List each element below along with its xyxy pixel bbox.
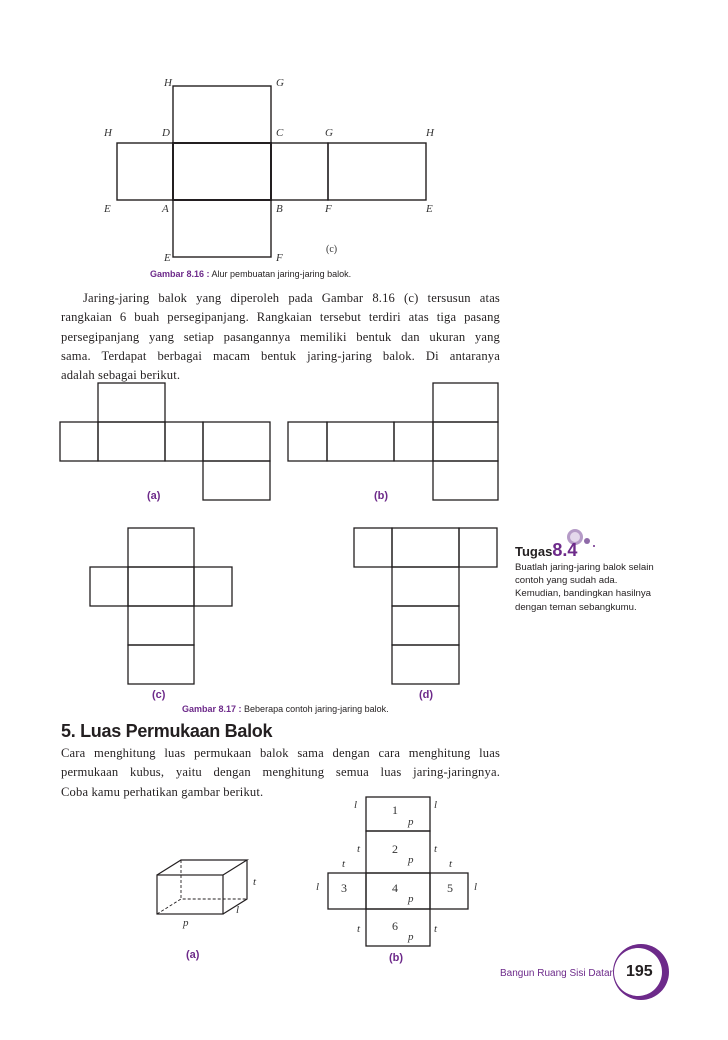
face-3-t: t xyxy=(342,858,346,870)
paragraph-line: persegipanjang yang setiap pasangannya memiliki bentuk dan ukuran yang xyxy=(61,329,500,344)
face-2: 2 xyxy=(392,842,398,856)
label-fig-d: (d) xyxy=(419,689,434,701)
cuboid-fig-a: (a) xyxy=(186,949,200,961)
face-6: 6 xyxy=(392,919,398,933)
face-5-t: t xyxy=(449,858,453,870)
face-2-p: p xyxy=(408,854,414,866)
caption-text: Beberapa contoh jaring-jaring balok. xyxy=(244,704,389,714)
label-fig-b: (b) xyxy=(374,490,389,502)
tugas-number: 8.4 xyxy=(552,540,578,560)
paragraph-line: permukaan kubus, yaitu dengan menghitung semua luas jaring-jaringnya. xyxy=(61,765,500,780)
face-1-l-right: l xyxy=(434,799,438,811)
label-mid-H1: H xyxy=(104,127,112,139)
face-4-p: p xyxy=(408,893,414,905)
cuboid-label-p: p xyxy=(183,917,189,929)
caption-number: Gambar 8.17 : xyxy=(182,704,242,714)
paragraph-line: adalah sebagai berikut. xyxy=(61,368,181,383)
cuboid-label-l: l xyxy=(236,904,240,916)
paragraph-line: Coba kamu perhatikan gambar berikut. xyxy=(61,784,264,799)
cuboid-label-t: t xyxy=(253,876,257,888)
label-sub-c: (c) xyxy=(326,244,338,255)
paragraph-line: rangkaian 6 buah persegipanjang. Rangkaian tersebut terdiri atas tiga pasang xyxy=(61,310,500,325)
label-low-A: A xyxy=(162,203,169,215)
footer-chapter: Bangun Ruang Sisi Datar xyxy=(500,968,613,979)
face-6-t-right: t xyxy=(434,923,438,935)
face-1-p: p xyxy=(408,816,414,828)
tugas-body: Buatlah jaring-jaring balok selain contoh yang sudah ada. Kemudian, bandingkan hasilnya dengan teman sebangkumu. xyxy=(515,562,654,613)
label-top-H: H xyxy=(164,77,172,89)
face-6-p: p xyxy=(408,931,414,943)
label-bot-F: F xyxy=(276,252,283,264)
label-fig-a: (a) xyxy=(147,490,161,502)
caption-text: Alur pembuatan jaring-jaring balok. xyxy=(211,269,352,279)
face-2-t-left: t xyxy=(357,843,361,855)
label-bot-E: E xyxy=(164,252,171,264)
label-mid-G: G xyxy=(325,127,333,139)
face-2-t-right: t xyxy=(434,843,438,855)
paragraph-line: Jaring-jaring balok yang diperoleh pada Gambar 8.16 (c) tersusun atas xyxy=(83,291,500,305)
label-fig-c: (c) xyxy=(152,689,166,701)
face-3-l: l xyxy=(316,881,320,893)
paragraph-line: Cara menghitung luas permukaan balok sama dengan cara menghitung luas xyxy=(61,746,500,760)
label-low-B: B xyxy=(276,203,283,215)
section-heading: 5. Luas Permukaan Balok xyxy=(61,721,273,741)
paragraph-line: sama. Terdapat berbagai macam bentuk jaring-jaring balok. Di antaranya xyxy=(61,348,500,363)
face-3: 3 xyxy=(341,881,347,895)
face-1: 1 xyxy=(392,803,398,817)
label-mid-C: C xyxy=(276,127,284,139)
label-mid-D: D xyxy=(162,127,170,139)
label-low-E2: E xyxy=(426,203,433,215)
label-low-F: F xyxy=(325,203,332,215)
label-top-G: G xyxy=(276,77,284,89)
face-5-l: l xyxy=(474,881,478,893)
face-1-l-left: l xyxy=(354,799,358,811)
label-mid-H2: H xyxy=(426,127,434,139)
page-number: 195 xyxy=(626,963,653,980)
caption-number: Gambar 8.16 : xyxy=(150,269,210,279)
face-6-t-left: t xyxy=(357,923,361,935)
cuboid-net-fig-b: (b) xyxy=(389,952,404,964)
tugas-title: Tugas xyxy=(515,544,553,559)
face-5: 5 xyxy=(447,881,453,895)
label-low-E1: E xyxy=(104,203,111,215)
face-4: 4 xyxy=(392,881,398,895)
